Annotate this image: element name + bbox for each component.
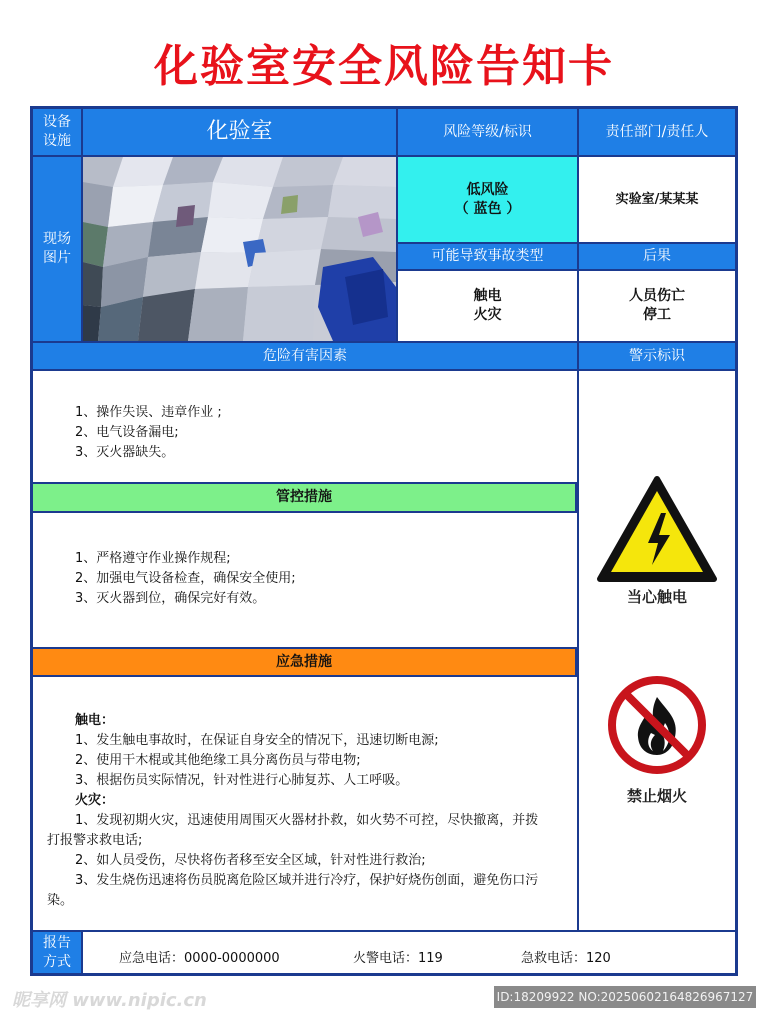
control-item: 3、灭火器到位，确保完好有效。 xyxy=(75,591,266,606)
electric-shock-warning-icon xyxy=(596,475,718,585)
ambulance-phone: 急救电话：120 xyxy=(521,951,611,966)
consequences: 人员伤亡 停工 xyxy=(577,269,735,341)
warning-signs-panel xyxy=(577,369,735,930)
hazard-item: 2、电气设备漏电; xyxy=(75,425,179,440)
control-item: 2、加强电气设备检查，确保安全使用; xyxy=(75,571,296,586)
shock-item: 2、使用干木棍或其他绝缘工具分离伤员与带电物; xyxy=(75,753,361,768)
fire-phone: 火警电话：119 xyxy=(353,951,443,966)
warning-label: 警示标识 xyxy=(577,341,735,369)
hazard-item: 3、灭火器缺失。 xyxy=(75,445,175,460)
hazards-label: 危险有害因素 xyxy=(33,341,577,369)
shock-item: 1、发生触电事故时，在保证自身安全的情况下，迅速切断电源; xyxy=(75,733,439,748)
equipment-name: 化验室 xyxy=(81,109,396,155)
sign-nofire-label: 禁止烟火 xyxy=(626,787,687,805)
fire-item: 1、发现初期火灾，迅速使用周围灭火器材扑救，如火势不可控，尽快撤离，并拨 xyxy=(75,813,539,828)
control-item: 1、严格遵守作业操作规程; xyxy=(75,551,231,566)
emergency-label: 应急措施 xyxy=(33,647,577,675)
responsible-value: 实验室/某某某 xyxy=(577,155,735,242)
fire-title: 火灾： xyxy=(75,793,115,808)
footer-phones xyxy=(81,930,735,973)
risk-level-badge: 低风险 （ 蓝色 ） xyxy=(396,155,577,242)
responsible-label: 责任部门/责任人 xyxy=(577,109,735,155)
photo-label: 现场 图片 xyxy=(33,155,81,341)
site-photo xyxy=(81,155,396,341)
emergency-phone: 应急电话：0000-0000000 xyxy=(119,951,280,966)
shock-title: 触电： xyxy=(75,713,115,728)
no-fire-prohibition-icon xyxy=(605,673,709,777)
accident-type-label: 可能导致事故类型 xyxy=(396,242,577,269)
report-label: 报告 方式 xyxy=(33,930,81,973)
fire-item: 打报警求救电话; xyxy=(47,833,143,848)
shock-item: 3、根据伤员实际情况，针对性进行心肺复苏、人工呼吸。 xyxy=(75,773,409,788)
control-list xyxy=(33,511,577,647)
fire-item: 3、发生烧伤迅速将伤员脱离危险区域并进行冷疗，保护好烧伤创面，避免伤口污 xyxy=(75,873,539,888)
fire-item: 2、如人员受伤，尽快将伤者移至安全区域，针对性进行救治; xyxy=(75,853,426,868)
risk-level-label: 风险等级/标识 xyxy=(396,109,577,155)
page-title: 化验室安全风险告知卡 xyxy=(154,41,614,92)
site-photo-mosaic xyxy=(83,157,396,341)
emergency-content xyxy=(33,675,577,930)
equipment-label: 设备 设施 xyxy=(33,109,81,155)
watermark-right: ID:18209922 NO:20250602164826967127 xyxy=(494,986,756,1008)
hazards-list xyxy=(33,369,577,482)
hazard-item: 1、操作失误、违章作业 ; xyxy=(75,405,222,420)
watermark-left: 昵享网 www.nipic.cn xyxy=(12,990,207,1011)
fire-item: 染。 xyxy=(47,893,74,908)
control-label: 管控措施 xyxy=(33,482,577,511)
consequence-label: 后果 xyxy=(577,242,735,269)
accident-types: 触电 火灾 xyxy=(396,269,577,341)
sign-shock-label: 当心触电 xyxy=(626,588,687,606)
